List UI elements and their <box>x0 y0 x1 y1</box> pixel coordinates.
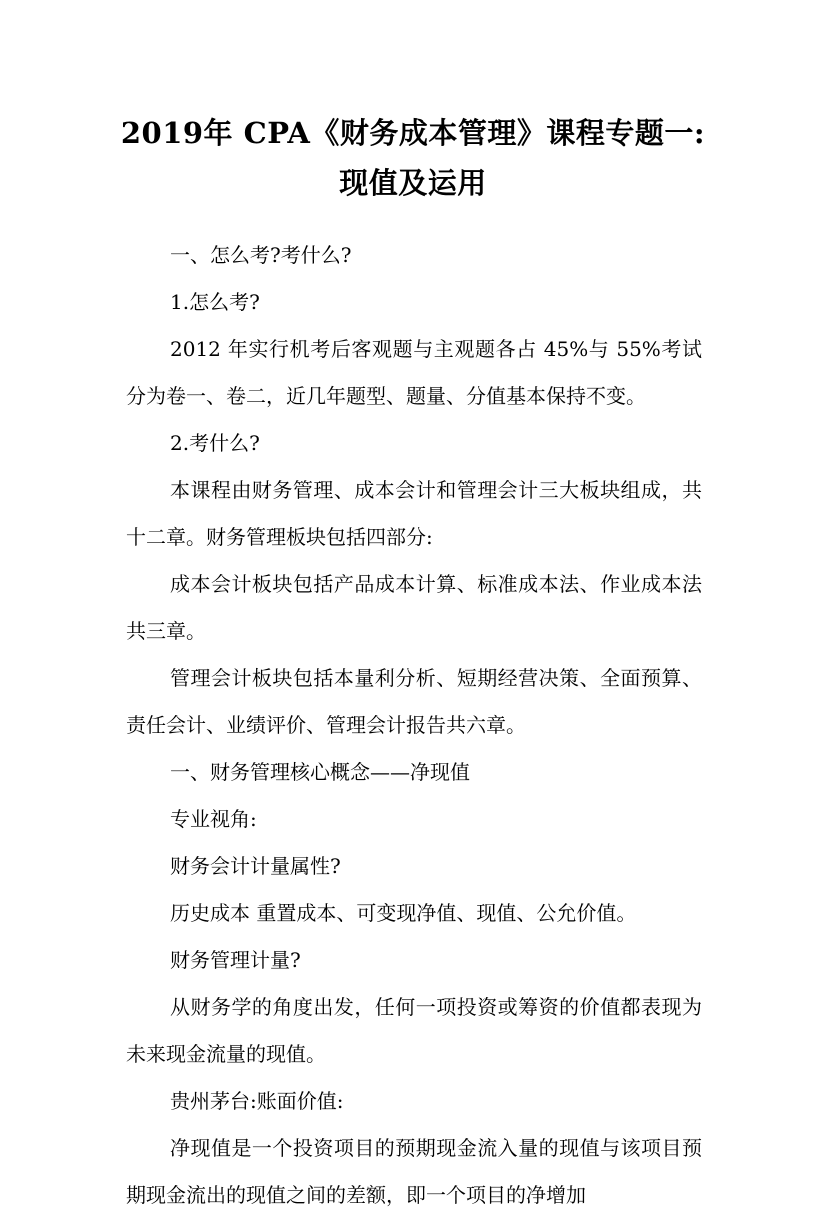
paragraph-core-concept-heading: 一、财务管理核心概念——净现值 <box>170 760 470 784</box>
paragraph-npv-definition: 净现值是一个投资项目的预期现金流入量的现值与该项目预期现金流出的现值之间的差额，即一个项目的净增加 <box>126 1136 702 1207</box>
paragraph-moutai-book-value: 贵州茅台:账面价值: <box>170 1089 344 1113</box>
title-line-2: 现值及运用 <box>339 166 487 200</box>
paragraph-exam-format: 2012 年实行机考后客观题与主观题各占 45%与 55%考试分为卷一、卷二，近几年题型、题量、分值基本保持不变。 <box>126 337 702 408</box>
paragraph-how-heading: 1.怎么考? <box>170 290 260 314</box>
paragraph-measurement-question: 财务会计计量属性? <box>170 854 341 878</box>
document-title <box>118 108 708 208</box>
paragraph-what-heading: 2.考什么? <box>170 431 260 455</box>
paragraph-measurement-attributes: 历史成本 重置成本、可变现净值、现值、公允价值。 <box>170 901 637 925</box>
title-line-1: 2019年 CPA《财务成本管理》课程专题一: <box>120 116 706 150</box>
paragraph-management-accounting: 管理会计板块包括本量利分析、短期经营决策、全面预算、责任会计、业绩评价、管理会计报告共六章。 <box>126 666 702 737</box>
document-body <box>126 232 702 1219</box>
paragraph-professional-view: 专业视角: <box>170 807 257 831</box>
paragraph-course-structure: 本课程由财务管理、成本会计和管理会计三大板块组成，共十二章。财务管理板块包括四部分: <box>126 478 702 549</box>
paragraph-exam-heading: 一、怎么考?考什么? <box>170 243 352 267</box>
paragraph-financial-measurement: 财务管理计量? <box>170 948 301 972</box>
paragraph-cost-accounting: 成本会计板块包括产品成本计算、标准成本法、作业成本法共三章。 <box>126 572 702 643</box>
paragraph-finance-perspective: 从财务学的角度出发，任何一项投资或筹资的价值都表现为未来现金流量的现值。 <box>126 995 702 1066</box>
